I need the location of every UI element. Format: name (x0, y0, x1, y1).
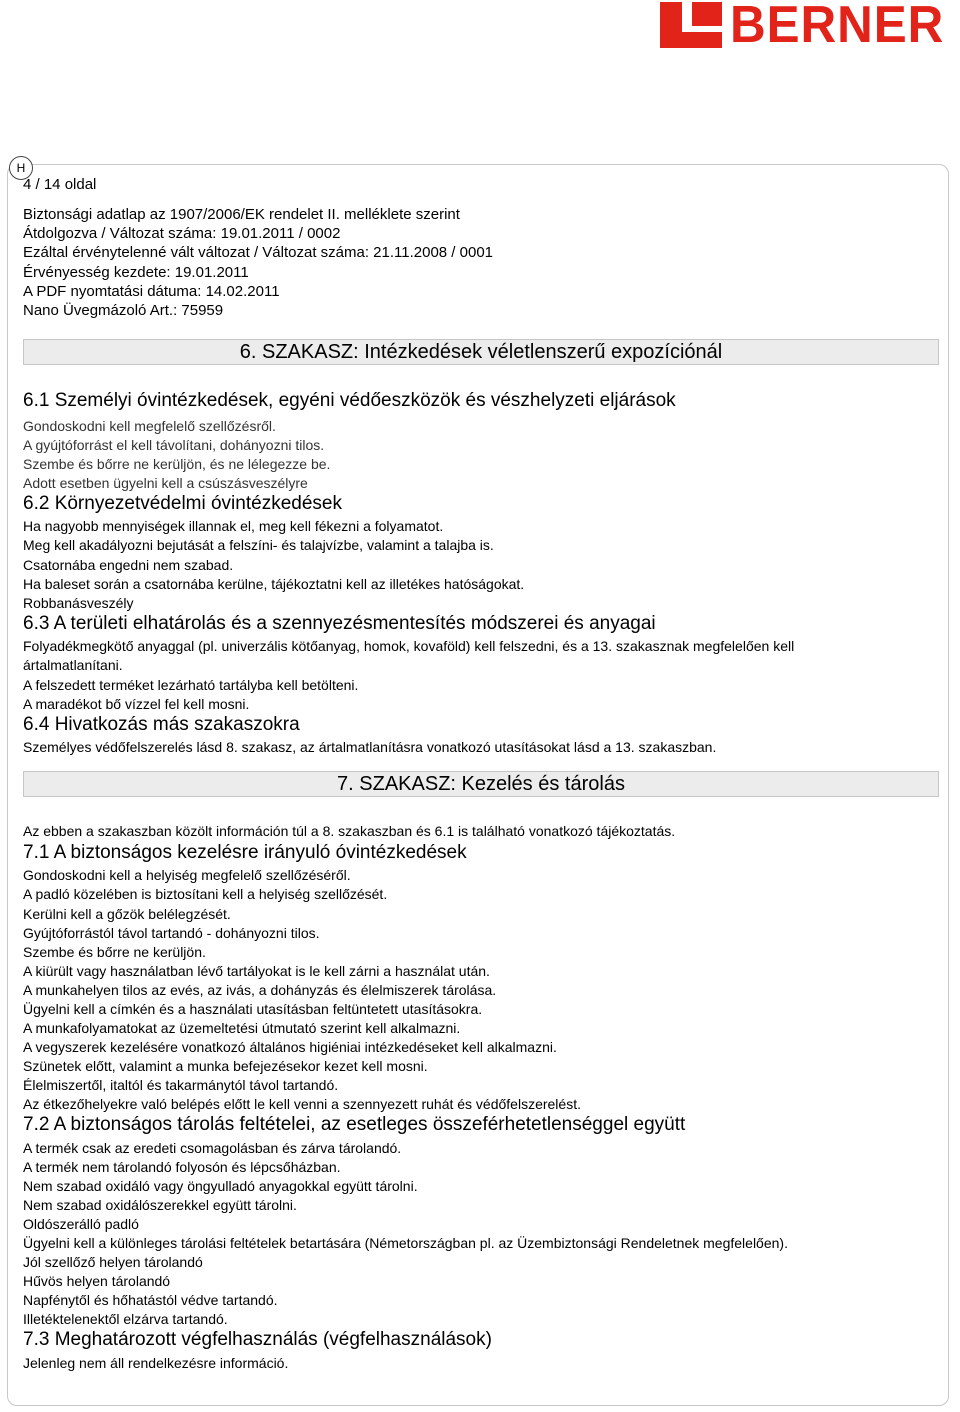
text-line: Csatornába engedni nem szabad. (23, 557, 234, 573)
text-line: Jól szellőző helyen tárolandó (23, 1254, 203, 1270)
text-line: Kerülni kell a gőzök belélegzését. (23, 906, 231, 922)
text-line: Oldószerálló padló (23, 1216, 139, 1232)
header-product: Nano Üvegmázoló Art.: 75959 (23, 302, 224, 319)
text-line: Gyújtóforrástól távol tartandó - dohányozni tilos. (23, 925, 320, 941)
text-line: Az étkezőhelyekre való belépés előtt le kell venni a szennyezett ruhát és védőfelszerelést. (23, 1096, 581, 1112)
text-line: A termék csak az eredeti csomagolásban és zárva tárolandó. (23, 1140, 402, 1156)
subsection-7-2-title: 7.2 A biztonságos tárolás feltételei, az esetleges összeférhetetlenséggel együtt (23, 1114, 686, 1135)
text-line: Szünetek előtt, valamint a munka befejezésekor kezet kell mosni. (23, 1058, 428, 1074)
berner-logo (660, 0, 956, 54)
text-line: A vegyszerek kezelésére vonatkozó általános higiéniai intézkedéseket kell alkalmazni. (23, 1039, 557, 1055)
header-superseded: Ezáltal érvénytelenné vált változat / Változat száma: 21.11.2008 / 0001 (23, 244, 494, 261)
text-line: A termék nem tárolandó folyosón és lépcsőházban. (23, 1159, 341, 1175)
text-line: Napfénytől és hőhatástól védve tartandó. (23, 1292, 278, 1308)
text-line: A maradékot bő vízzel fel kell mosni. (23, 696, 250, 712)
section-7-intro: Az ebben a szakaszban közölt információn túl a 8. szakaszban és 6.1 is található vonatkozó tájékoztatás. (23, 823, 676, 839)
language-badge: H (9, 156, 33, 180)
subsection-6-3-title: 6.3 A területi elhatárolás és a szennyezésmentesítés módszerei és anyagai (23, 613, 656, 634)
text-line: Szembe és bőrre ne kerüljön. (23, 944, 206, 960)
text-line: A kiürült vagy használatban lévő tartályokat is le kell zárni a használat után. (23, 963, 490, 979)
text-line: A padló közelében is biztosítani kell a helyiség szellőzését. (23, 886, 388, 902)
text-line: Hűvös helyen tárolandó (23, 1273, 171, 1289)
subsection-6-1-title: 6.1 Személyi óvintézkedések, egyéni védőeszközök és vészhelyzeti eljárások (23, 390, 676, 411)
text-line: Személyes védőfelszerelés lásd 8. szakasz, az ártalmatlanításra vonatkozó utasításokat lásd a 13. szakaszban. (23, 739, 717, 755)
text-line: Nem szabad oxidálószerekkel együtt tárolni. (23, 1197, 297, 1213)
text-line: A felszedett terméket lezárható tartályba kell betölteni. (23, 677, 359, 693)
subsection-6-2-title: 6.2 Környezetvédelmi óvintézkedések (23, 493, 342, 514)
text-line: Folyadékmegkötő anyaggal (pl. univerzális kötőanyag, homok, kovaföld) kell felszedni, és a 13. szakasznak megfelelően kell (23, 638, 795, 654)
text-line: Ha baleset során a csatornába kerülne, tájékoztatni kell az illetékes hatóságokat. (23, 576, 525, 592)
header-regulation: Biztonsági adatlap az 1907/2006/EK rendelet II. melléklete szerint (23, 206, 460, 223)
text-line: Illetéktelenektől elzárva tartandó. (23, 1311, 228, 1327)
text-line: Jelenleg nem áll rendelkezésre információ. (23, 1355, 289, 1371)
text-line: Ügyelni kell a címkén és a használati utasításban feltüntetett utasításokra. (23, 1001, 483, 1017)
berner-logo-mark (660, 2, 722, 48)
subsection-6-4-title: 6.4 Hivatkozás más szakaszokra (23, 714, 300, 735)
text-line: Szembe és bőrre ne kerüljön, és ne lélegezze be. (23, 456, 331, 472)
header-print-date: A PDF nyomtatási dátuma: 14.02.2011 (23, 283, 280, 300)
text-line: A munkafolyamatokat az üzemeltetési útmutató szerint kell alkalmazni. (23, 1020, 461, 1036)
subsection-7-3-title: 7.3 Meghatározott végfelhasználás (végfelhasználások) (23, 1329, 492, 1350)
section-7-title: 7. SZAKASZ: Kezelés és tárolás (23, 771, 939, 797)
text-line: Gondoskodni kell megfelelő szellőzésről. (23, 418, 276, 434)
text-line: Ha nagyobb mennyiségek illannak el, meg kell fékezni a folyamatot. (23, 518, 444, 534)
text-line: A gyújtóforrást el kell távolítani, dohányozni tilos. (23, 437, 325, 453)
text-line: Adott esetben ügyelni kell a csúszásveszélyre (23, 475, 308, 491)
page-number: 4 / 14 oldal (23, 176, 97, 193)
text-line: Élelmiszertől, italtól és takarmánytól távol tartandó. (23, 1077, 339, 1093)
text-line: A munkahelyen tilos az evés, az ivás, a dohányzás és élelmiszerek tárolása. (23, 982, 497, 998)
text-line: ártalmatlanítani. (23, 657, 123, 673)
text-line: Gondoskodni kell a helyiség megfelelő szellőzéséről. (23, 867, 351, 883)
berner-logo-text: BERNER (730, 0, 945, 54)
text-line: Nem szabad oxidáló vagy öngyulladó anyagokkal együtt tárolni. (23, 1178, 418, 1194)
section-6-title: 6. SZAKASZ: Intézkedések véletlenszerű expozíciónál (23, 339, 939, 365)
header-valid-from: Érvényesség kezdete: 19.01.2011 (23, 264, 249, 281)
text-line: Ügyelni kell a különleges tárolási feltételek betartására (Németországban pl. az Üzembiztonsági Rendeletnek megfelelően). (23, 1235, 788, 1251)
text-line: Robbanásveszély (23, 595, 134, 611)
subsection-7-1-title: 7.1 A biztonságos kezelésre irányuló óvintézkedések (23, 842, 467, 863)
text-line: Meg kell akadályozni bejutását a felszíni- és talajvízbe, valamint a talajba is. (23, 537, 494, 553)
header-revision: Átdolgozva / Változat száma: 19.01.2011 / 0002 (23, 225, 341, 242)
